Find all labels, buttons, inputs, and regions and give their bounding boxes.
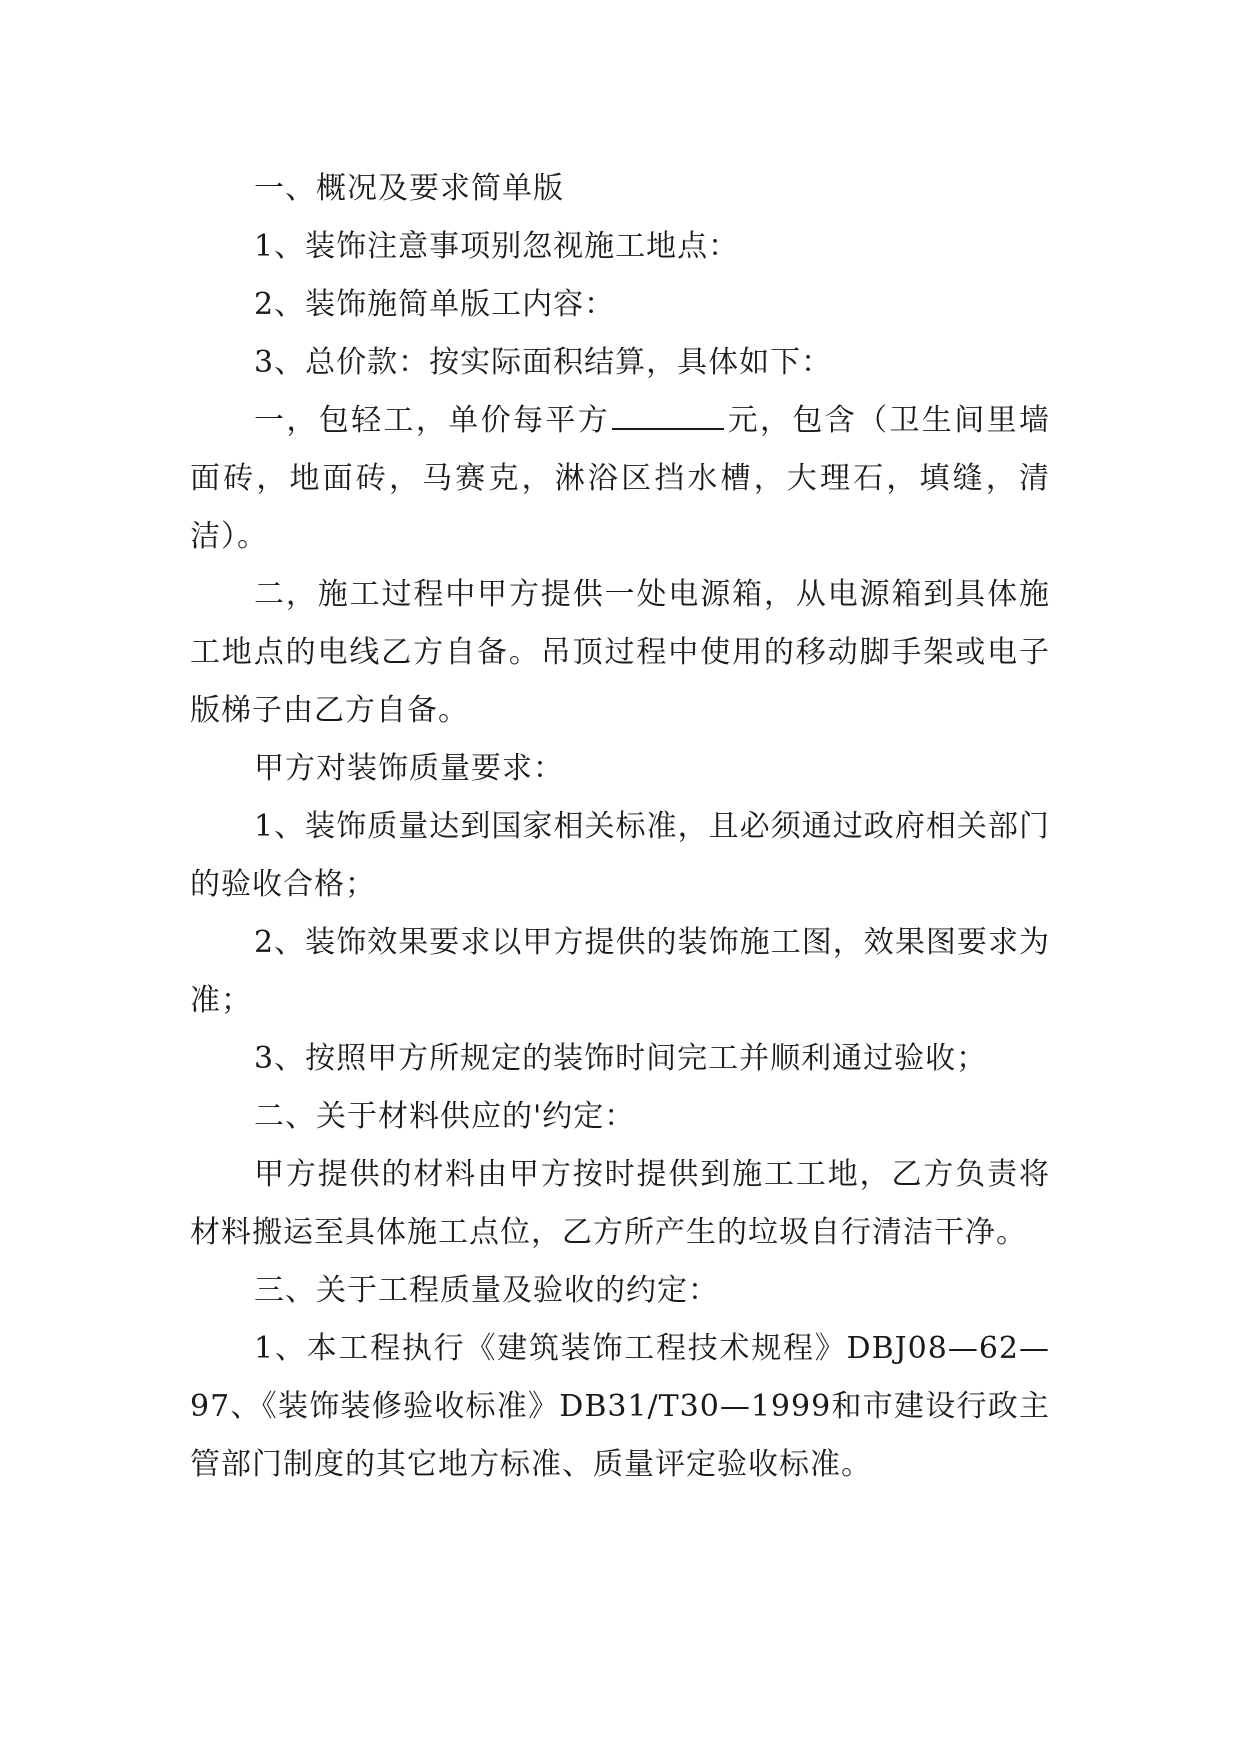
quality-item-standards: 1、装饰质量达到国家相关标准，且必须通过政府相关部门的验收合格；	[190, 809, 1050, 902]
clause-power-supply: 二，施工过程中甲方提供一处电源箱，从电源箱到具体施工地点的电线乙方自备。吊顶过程中使用的移动脚手架或电子版梯子由乙方自备。	[190, 577, 1050, 728]
section-heading-quality-acceptance: 三、关于工程质量及验收的约定：	[254, 1273, 719, 1308]
quality-item-effect: 2、装饰效果要求以甲方提供的装饰施工图，效果图要求为准；	[190, 925, 1050, 1018]
document-page	[190, 160, 1050, 1494]
price-clause	[190, 392, 1050, 566]
price-clause-after: 元，包含（卫生间里墙面砖，地面砖，马赛克，淋浴区挡水槽，大理石，填缝，清洁）。	[190, 403, 1051, 554]
quality-requirements-heading: 甲方对装饰质量要求：	[254, 751, 564, 786]
quality-item-schedule: 3、按照甲方所规定的装饰时间完工并顺利通过验收；	[254, 1041, 988, 1076]
standards-clause: 1、本工程执行《建筑装饰工程技术规程》DBJ08—62—97、《装饰装修验收标准》DB31/T30—1999和市建设行政主管部门制度的其它地方标准、质量评定验收标准。	[190, 1331, 1050, 1482]
price-clause-before: 一，包轻工，单价每平方	[254, 403, 611, 438]
section-heading-overview: 一、概况及要求简单版	[254, 171, 564, 206]
item-construction-site: 1、装饰注意事项别忽视施工地点：	[254, 229, 740, 264]
section-heading-materials: 二、关于材料供应的'约定：	[254, 1099, 636, 1134]
item-total-price: 3、总价款：按实际面积结算，具体如下：	[254, 345, 833, 380]
price-blank-line	[612, 402, 724, 430]
materials-clause: 甲方提供的材料由甲方按时提供到施工工地，乙方负责将材料搬运至具体施工点位，乙方所产生的垃圾自行清洁干净。	[190, 1157, 1050, 1250]
item-construction-content: 2、装饰施简单版工内容：	[254, 287, 616, 322]
